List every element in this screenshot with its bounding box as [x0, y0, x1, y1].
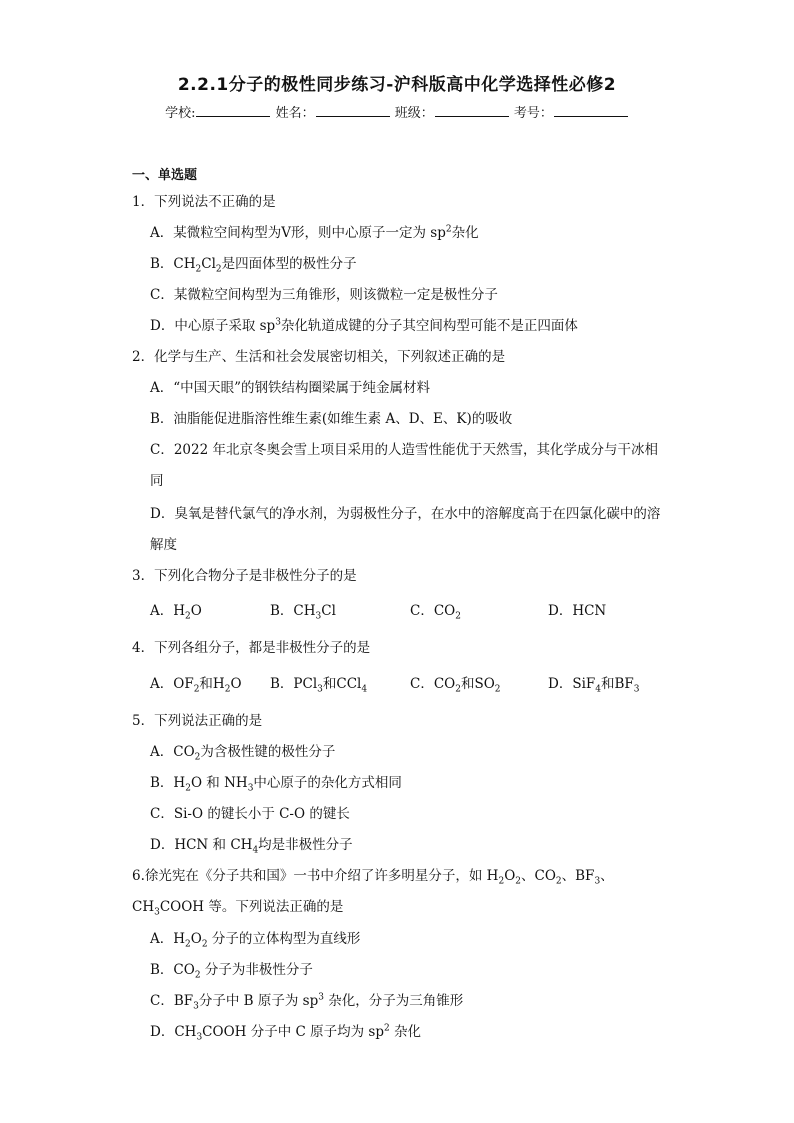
school-label: 学校: [165, 106, 196, 121]
text-run: O [190, 931, 202, 947]
question-3-option-d [548, 601, 606, 621]
text-run: 分子的立体构型为直线形 [207, 931, 361, 947]
question-5-option-b [150, 773, 670, 793]
name-field [276, 102, 391, 121]
text-run: D．中心原子采取 sp [150, 318, 276, 334]
text-run: B．CH [150, 256, 196, 272]
class-label: 班级： [394, 106, 434, 121]
text-run: 、CH [132, 868, 614, 915]
text-run: 均是非极性分子 [258, 837, 353, 853]
text-run: 2．化学与生产、生活和社会发展密切相关，下列叙述正确的是 [132, 349, 506, 365]
question-6-option-c [150, 991, 670, 1011]
exam-number-label: 考号： [513, 106, 553, 121]
text-run: 分子中 B 原子为 sp [198, 993, 319, 1009]
subscript: 2 [494, 684, 501, 695]
school-field [165, 102, 271, 121]
text-run: C．CO [410, 603, 456, 619]
question-2-stem [132, 347, 672, 367]
text-run: O 和 NH [190, 775, 248, 791]
subscript: 2 [194, 970, 201, 981]
text-run: O [190, 603, 202, 619]
subscript: 2 [455, 611, 461, 622]
question-5-stem [132, 711, 672, 731]
question-4-stem [132, 638, 672, 658]
text-run: A．“中国天眼”的钢铁结构圈梁属于纯金属材料 [150, 380, 431, 396]
text-run: 分子为非极性分子 [200, 962, 313, 978]
document-title: 2.2.1分子的极性同步练习-沪科版高中化学选择性必修2 [177, 75, 617, 95]
question-2-option-a [150, 378, 670, 398]
question-6-option-b [150, 960, 670, 980]
subscript: 3 [193, 1001, 199, 1012]
question-6-option-d [150, 1022, 670, 1042]
text-run: 杂化 [389, 1024, 422, 1040]
text-run: 3．下列化合物分子是非极性分子的是 [132, 568, 357, 584]
text-run: O [504, 868, 516, 884]
text-run: B．CH [270, 603, 316, 619]
question-5-option-d [150, 835, 670, 855]
question-3-option-c [410, 601, 461, 621]
superscript: 3 [275, 317, 281, 328]
question-1-option-b [150, 254, 670, 274]
subscript: 3 [154, 907, 160, 918]
text-run: Cl [321, 603, 336, 619]
subscript: 2 [185, 939, 191, 950]
subscript: 4 [252, 845, 259, 856]
exam-number-field [514, 102, 629, 121]
text-run: D．HCN [548, 603, 607, 619]
subscript: 3 [594, 876, 601, 887]
question-5-option-c [150, 804, 670, 824]
subscript: 2 [185, 611, 191, 622]
text-run: B．H [150, 775, 186, 791]
text-run: A．CO [150, 744, 195, 760]
text-run: A．H [150, 603, 186, 619]
text-run: O [230, 676, 242, 692]
text-run: 6.徐光宪在《分子共和国》一书中介绍了许多明星分子，如 H [132, 868, 499, 884]
subscript: 2 [193, 684, 200, 695]
question-6-stem [132, 861, 662, 923]
text-run: C．某微粒空间构型为三角锥形，则该微粒一定是极性分子 [150, 287, 498, 303]
question-6-option-a [150, 929, 670, 949]
section-title: 一、单选题 [132, 168, 198, 183]
question-1-stem [132, 192, 672, 212]
class-blank [435, 104, 509, 117]
superscript: 2 [383, 1023, 390, 1034]
question-1-option-a [150, 223, 670, 243]
text-run: D．SiF [548, 676, 596, 692]
subscript: 2 [201, 939, 208, 950]
text-run: C．CO [410, 676, 456, 692]
text-run: 中心原子的杂化方式相同 [253, 775, 402, 791]
question-2-option-b [150, 409, 670, 429]
text-run: B．油脂能促进脂溶性维生素(如维生素 A、D、E、K)的吸收 [150, 411, 513, 427]
text-run: Cl [201, 256, 216, 272]
text-run: B．PCl [270, 676, 318, 692]
text-run: 和SO [460, 676, 495, 692]
text-run: 、CO [521, 868, 556, 884]
subscript: 3 [247, 783, 254, 794]
text-run: 为含极性键的极性分子 [200, 744, 336, 760]
subscript: 2 [194, 752, 201, 763]
superscript: 3 [318, 992, 324, 1003]
subscript: 2 [455, 684, 461, 695]
subscript: 2 [185, 783, 191, 794]
name-blank [316, 104, 390, 117]
text-run: 杂化，分子为三角锥形 [323, 993, 464, 1009]
subscript: 4 [595, 684, 601, 695]
text-run: 5．下列说法正确的是 [132, 713, 263, 729]
question-4-option-b [270, 674, 367, 694]
question-1-option-d [150, 316, 670, 336]
subscript: 2 [215, 264, 222, 275]
subscript: 2 [195, 264, 202, 275]
text-run: C．BF [150, 993, 194, 1009]
question-1-option-c [150, 285, 670, 305]
text-run: 1．下列说法不正确的是 [132, 194, 276, 210]
subscript: 2 [555, 876, 562, 887]
school-blank [196, 104, 270, 117]
text-run: 4．下列各组分子，都是非极性分子的是 [132, 640, 371, 656]
subscript: 4 [361, 684, 368, 695]
question-2-option-d [150, 499, 670, 561]
text-run: 杂化轨道成键的分子其空间构型可能不是正四面体 [280, 318, 578, 334]
text-run: 和CCl [322, 676, 362, 692]
text-run: D．CH [150, 1024, 197, 1040]
text-run: A．某微粒空间构型为V形，则中心原子一定为 sp [150, 225, 446, 241]
question-2-option-c [150, 435, 670, 497]
question-4-option-d [548, 674, 640, 694]
exam-number-blank [554, 104, 628, 117]
subscript: 2 [515, 876, 521, 887]
subscript: 2 [224, 684, 231, 695]
question-3-option-b [270, 601, 336, 621]
question-5-option-a [150, 742, 670, 762]
subscript: 3 [196, 1032, 203, 1043]
question-3-option-a [150, 601, 202, 621]
student-info-row [0, 102, 794, 121]
text-run: COOH 分子中 C 原子均为 sp [202, 1024, 384, 1040]
question-4-option-c [410, 674, 501, 694]
question-4-option-a [150, 674, 242, 694]
text-run: 和H [199, 676, 225, 692]
text-run: D．臭氧是替代氯气的净水剂，为弱极性分子，在水中的溶解度高于在四氯化碳中的溶解度 [150, 506, 661, 553]
text-run: COOH 等。下列说法正确的是 [159, 899, 344, 915]
subscript: 3 [317, 684, 323, 695]
subscript: 3 [633, 684, 640, 695]
class-field [395, 102, 510, 121]
text-run: C．Si-O 的键长小于 C-O 的键长 [150, 806, 350, 822]
subscript: 2 [498, 876, 505, 887]
subscript: 3 [315, 611, 322, 622]
text-run: C．2022 年北京冬奥会雪上项目采用的人造雪性能优于天然雪，其化学成分与干冰相同 [150, 442, 658, 489]
superscript: 2 [445, 224, 452, 235]
question-3-stem [132, 566, 672, 586]
text-run: 杂化 [451, 225, 479, 241]
text-run: D．HCN 和 CH [150, 837, 253, 853]
name-label: 姓名： [275, 106, 315, 121]
text-run: B．CO [150, 962, 195, 978]
text-run: A．H [150, 931, 186, 947]
text-run: 、BF [561, 868, 595, 884]
text-run: 和BF [601, 676, 634, 692]
text-run: A．OF [150, 676, 194, 692]
text-run: 是四面体型的极性分子 [221, 256, 357, 272]
